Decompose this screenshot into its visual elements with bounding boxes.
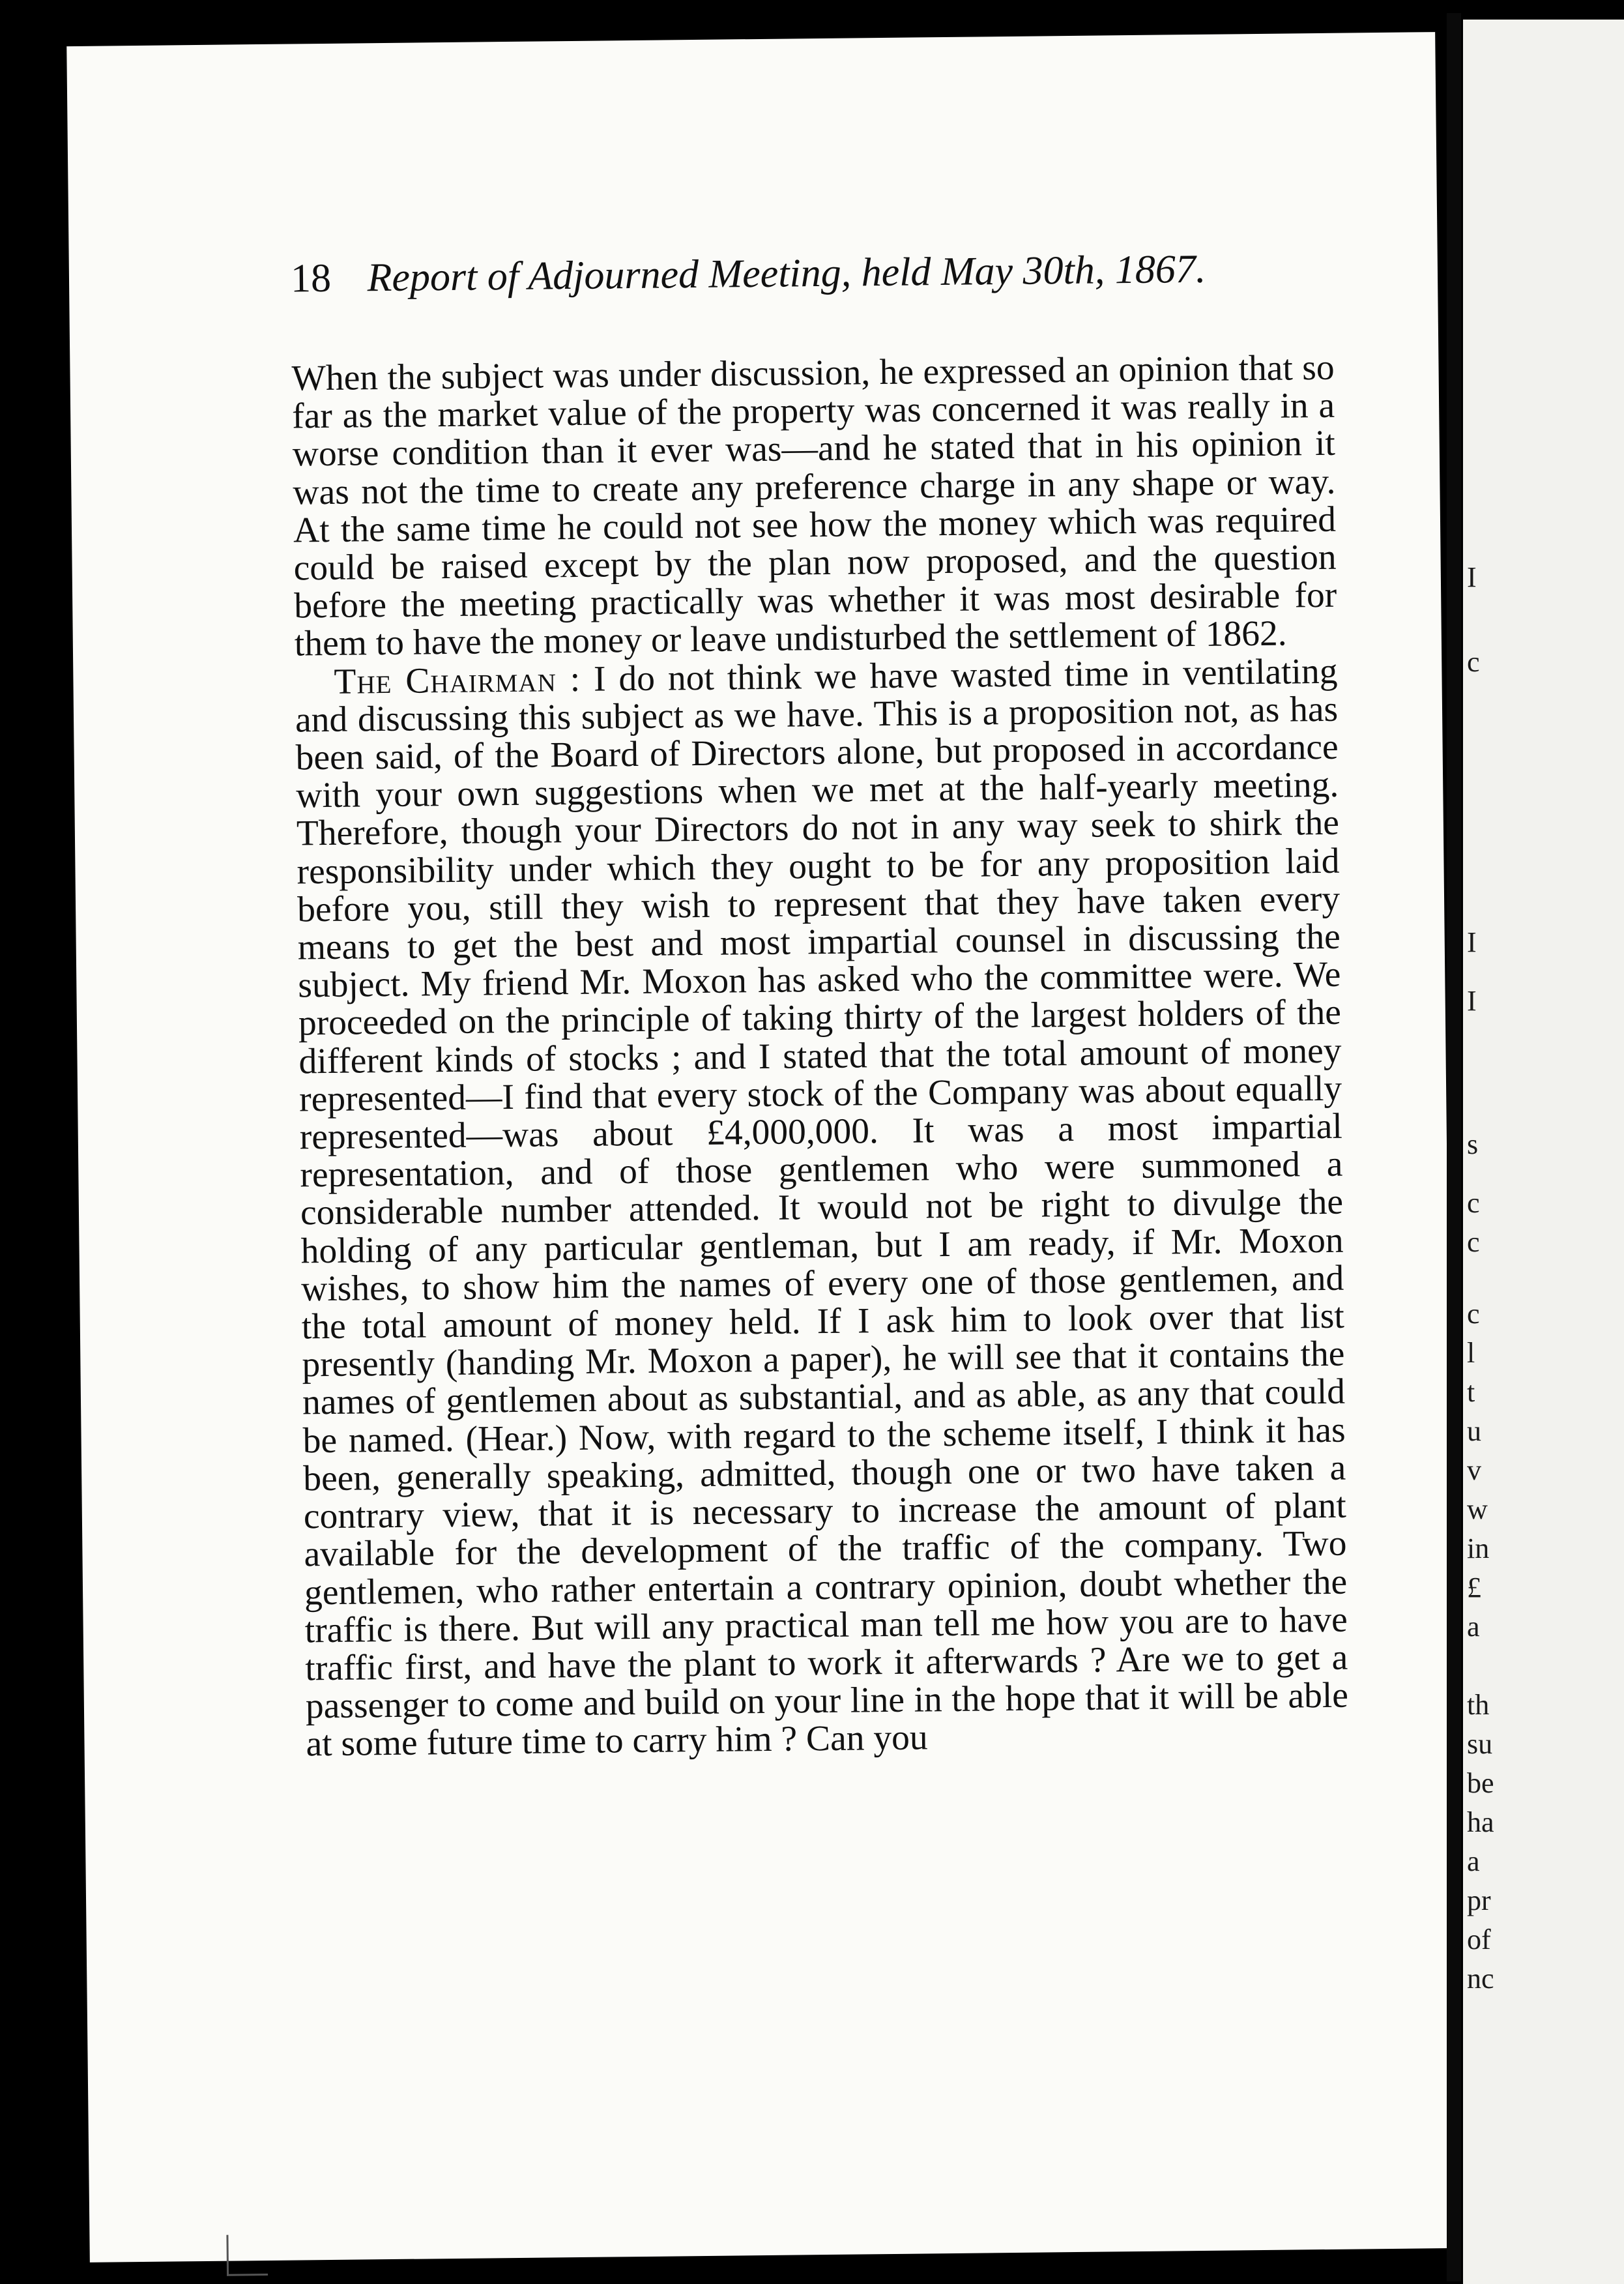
facing-fragment: s: [1467, 1128, 1479, 1160]
facing-fragment: nc: [1467, 1963, 1494, 1995]
facing-fragment: a: [1467, 1611, 1480, 1643]
facing-fragment: I: [1467, 561, 1477, 593]
facing-fragment: t: [1467, 1376, 1475, 1408]
facing-fragment: £: [1467, 1572, 1481, 1603]
facing-fragment: of: [1467, 1924, 1491, 1955]
running-title: Report of Adjourned Meeting, held May 30th, 1867.: [367, 246, 1206, 300]
facing-fragment: u: [1467, 1415, 1481, 1447]
scanned-page: [66, 32, 1458, 2262]
facing-fragment: I: [1467, 926, 1477, 958]
page-number: 18: [290, 256, 332, 301]
facing-fragment: be: [1467, 1767, 1494, 1799]
facing-fragment: l: [1467, 1337, 1475, 1369]
facing-fragment: in: [1467, 1532, 1490, 1564]
gutter-shadow: [1447, 13, 1461, 2281]
facing-fragment: c: [1467, 1298, 1480, 1330]
body-text: [291, 349, 1348, 1764]
facing-fragment: a: [1467, 1845, 1480, 1877]
paragraph-2-text: I do not think we have wasted time in ventilating and discussing this subject as we have. This is a proposition not, as has been said, of the Board of Directors alone, but proposed in accordance with your own suggestions when we met at the half-yearly meeting. Therefore, though your Directors do not in any way seek to shirk the responsibility under which they ought to be for any proposition laid before you, still they wish to represent that they have taken every means to get the best and most impartial counsel in discussing the subject. My friend Mr. Moxon has asked who the committee were. We proceeded on the principle of taking thirty of the largest holders of the different kinds of stocks ; and I stated that the total amount of money represented—I find that every stock of the Company was about equally represented—was about £4,000,000. It was a most impartial representation, and of those gentlemen who were summoned a considerable number attended. It would not be right to divulge the holding of any particular gentleman, but I am ready, if Mr. Moxon wishes, to show him the names of every one of those gentlemen, and the total amount of money held. If I ask him to look over that list presently (handing Mr. Moxon a paper), he will see that it contains the names of gentlemen about as substantial, and as able, as any that could be named. (Hear.) Now, with regard to the scheme itself, I think it has been, generally speaking, admitted, though one or two have taken a contrary view, that it is necessary to increase the amount of plant available for the development of the traffic of the company. Two gentlemen, who rather entertain a contrary opinion, doubt whether the traffic is there. But will any practical man tell me how you are to have traffic first, and have the plant to work it afterwards ? Are we to get a passenger to come and build on your line in the hope that it will be able at some future time to carry him ? Can you: [295, 651, 1349, 1764]
facing-fragment: ha: [1467, 1806, 1494, 1838]
facing-fragment: I: [1467, 985, 1477, 1017]
paragraph-1: When the subject was under discussion, he expressed an opinion that so far as the market value of the property was concerned it was really in a worse condition than it ever was—and he stated that in his opinion it was not the time to create any preference charge in any shape or way. At the same time he could not see how the money which was required could be raised except by the plan now proposed, and the question before the meeting practically was whether it was most desirable for them to have the money or leave undisturbed the settlement of 1862.: [291, 347, 1337, 664]
paragraph-2: [295, 652, 1349, 1764]
facing-fragment: su: [1467, 1728, 1493, 1760]
facing-page-edge: [1463, 20, 1624, 2284]
facing-fragment: c: [1467, 1226, 1480, 1258]
page-corner-mark: [226, 2234, 268, 2276]
running-header: [291, 245, 1308, 302]
facing-fragment: c: [1467, 646, 1480, 678]
facing-fragment: v: [1467, 1454, 1481, 1486]
facing-fragment: c: [1467, 1187, 1480, 1219]
facing-fragment: th: [1467, 1689, 1490, 1721]
facing-fragment: pr: [1467, 1884, 1491, 1916]
speaker-label: The Chairman :: [334, 659, 581, 702]
facing-fragment: w: [1467, 1493, 1488, 1525]
